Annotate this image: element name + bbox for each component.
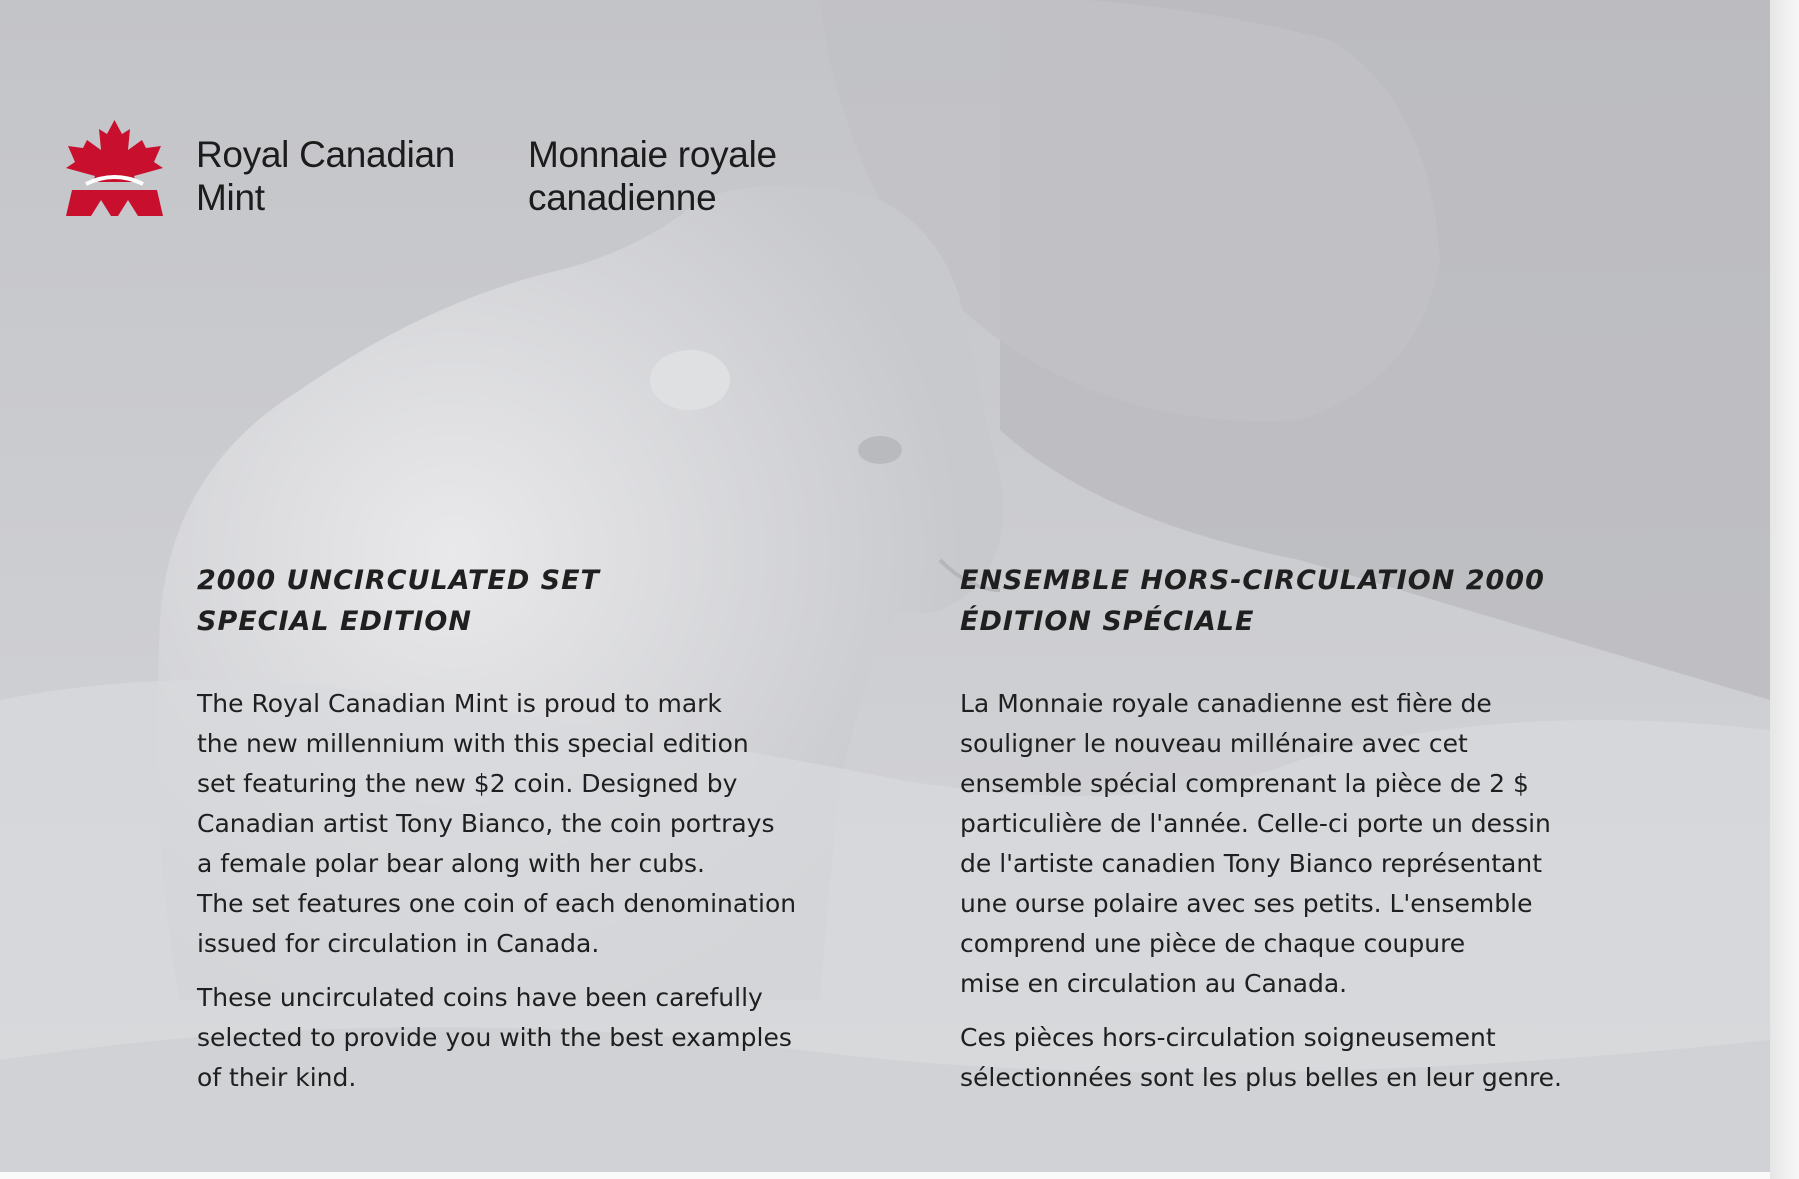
french-paragraph-1 — [960, 684, 1650, 1004]
text-line: souligner le nouveau millénaire avec cet — [960, 729, 1468, 758]
text-line: particulière de l'année. Celle-ci porte un dessin — [960, 809, 1551, 838]
brand-name-english — [196, 133, 455, 219]
text-line: The set features one coin of each denomination — [197, 889, 797, 918]
text-line: of their kind. — [197, 1063, 357, 1092]
text-line: comprend une pièce de chaque coupure — [960, 929, 1466, 958]
english-heading-line-2: SPECIAL EDITION — [197, 606, 472, 637]
english-paragraph-2 — [197, 978, 897, 1098]
text-line: selected to provide you with the best examples — [197, 1023, 792, 1052]
brand-en-line-1: Royal Canadian — [196, 134, 456, 175]
text-line: The Royal Canadian Mint is proud to mark — [197, 689, 722, 718]
french-paragraph-2 — [960, 1018, 1650, 1098]
text-line: set featuring the new $2 coin. Designed by — [197, 769, 738, 798]
text-line: une ourse polaire avec ses petits. L'ensemble — [960, 889, 1533, 918]
brand-name-french — [528, 133, 777, 219]
french-heading — [960, 560, 1650, 642]
text-line: Canadian artist Tony Bianco, the coin portrays — [197, 809, 775, 838]
french-column — [960, 560, 1650, 1112]
english-heading-line-1: 2000 UNCIRCULATED SET — [197, 565, 600, 596]
brand-en-line-2: Mint — [196, 177, 265, 218]
english-heading — [197, 560, 897, 642]
text-line: a female polar bear along with her cubs. — [197, 849, 705, 878]
maple-leaf-crown-icon — [66, 120, 163, 216]
french-heading-line-1: ENSEMBLE HORS-CIRCULATION 2000 — [960, 565, 1545, 596]
english-paragraph-1 — [197, 684, 897, 964]
text-line: ensemble spécial comprenant la pièce de 2 $ — [960, 769, 1529, 798]
french-heading-line-2: ÉDITION SPÉCIALE — [960, 606, 1255, 637]
text-line: mise en circulation au Canada. — [960, 969, 1348, 998]
brand-fr-line-1: Monnaie royale — [528, 134, 777, 175]
english-column — [197, 560, 897, 1112]
text-line: sélectionnées sont les plus belles en leur genre. — [960, 1063, 1563, 1092]
text-line: issued for circulation in Canada. — [197, 929, 600, 958]
page-margin — [1770, 0, 1799, 1179]
text-line: the new millennium with this special edition — [197, 729, 749, 758]
text-line: de l'artiste canadien Tony Bianco représentant — [960, 849, 1542, 878]
text-line: La Monnaie royale canadienne est fière de — [960, 689, 1492, 718]
text-line: Ces pièces hors-circulation soigneusement — [960, 1023, 1496, 1052]
brand-fr-line-2: canadienne — [528, 177, 717, 218]
text-line: These uncirculated coins have been carefully — [197, 983, 763, 1012]
